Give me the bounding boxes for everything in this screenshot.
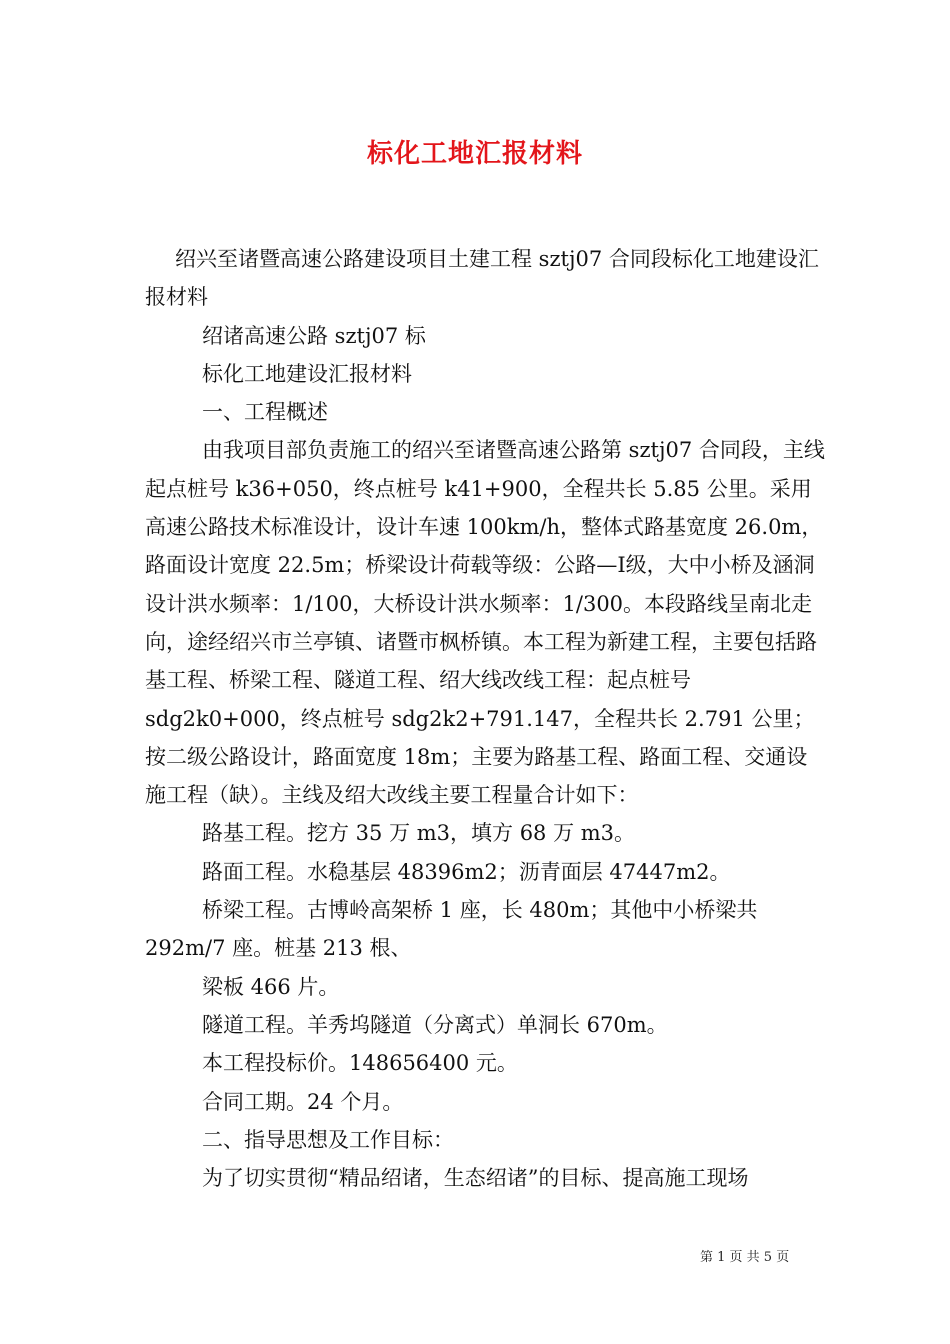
paragraph-overview: 由我项目部负责施工的绍兴至诸暨高速公路第 sztj07 合同段，主线起点桩号 k36+050，终点桩号 k41+900，全程共长 5.85 公里。采用高速公路技术标准设计，设计车速 100km/h，整体式路基宽度 26.0m，路面设计宽度 22.5m；桥梁设计荷载等级：公路—Ⅰ级，大中小桥及涵洞设计洪水频率：1/100，大桥设计洪水频率：1/300。本段路线呈南北走向，途经绍兴市兰亭镇、诸暨市枫桥镇。本工程为新建工程，主要包括路基工程、桥梁工程、隧道工程、绍大线改线工程：起点桩号 sdg2k0+000，终点桩号 sdg2k2+791.147，全程共长 2.791 公里；按二级公路设计，路面宽度 18m；主要为路基工程、路面工程、交通设施工程（缺）。主线及绍大改线主要工程量合计如下：	[145, 438, 825, 808]
page-footer: 第 1 页 共 5 页	[700, 1250, 790, 1265]
section-heading-2: 二、指导思想及工作目标：	[202, 1127, 454, 1152]
paragraph-tunnel: 隧道工程。羊秀坞隧道（分离式）单洞长 670m。	[202, 1012, 668, 1037]
paragraph-guiding: 为了切实贯彻“精品绍诸，生态绍诸”的目标、提高施工现场	[202, 1166, 749, 1191]
document-body	[145, 240, 825, 1197]
paragraph-pavement: 路面工程。水稳基层 48396m2；沥青面层 47447m2。	[202, 859, 731, 884]
paragraph-heading-full: 绍兴至诸暨高速公路建设项目土建工程 sztj07 合同段标化工地建设汇报材料	[145, 247, 819, 310]
paragraph-subtitle-2: 标化工地建设汇报材料	[202, 361, 412, 386]
paragraph-beam: 梁板 466 片。	[202, 974, 340, 999]
section-heading-1: 一、工程概述	[202, 400, 328, 425]
paragraph-roadbed: 路基工程。挖方 35 万 m3，填方 68 万 m3。	[202, 821, 636, 846]
paragraph-subtitle-1: 绍诸高速公路 sztj07 标	[202, 323, 426, 348]
paragraph-bridge: 桥梁工程。古博岭高架桥 1 座，长 480m；其他中小桥梁共 292m/7 座。桩基 213 根、	[145, 898, 758, 961]
paragraph-bid-price: 本工程投标价。148656400 元。	[202, 1051, 518, 1076]
paragraph-duration: 合同工期。24 个月。	[202, 1089, 404, 1114]
document-title: 标化工地汇报材料	[366, 139, 583, 169]
